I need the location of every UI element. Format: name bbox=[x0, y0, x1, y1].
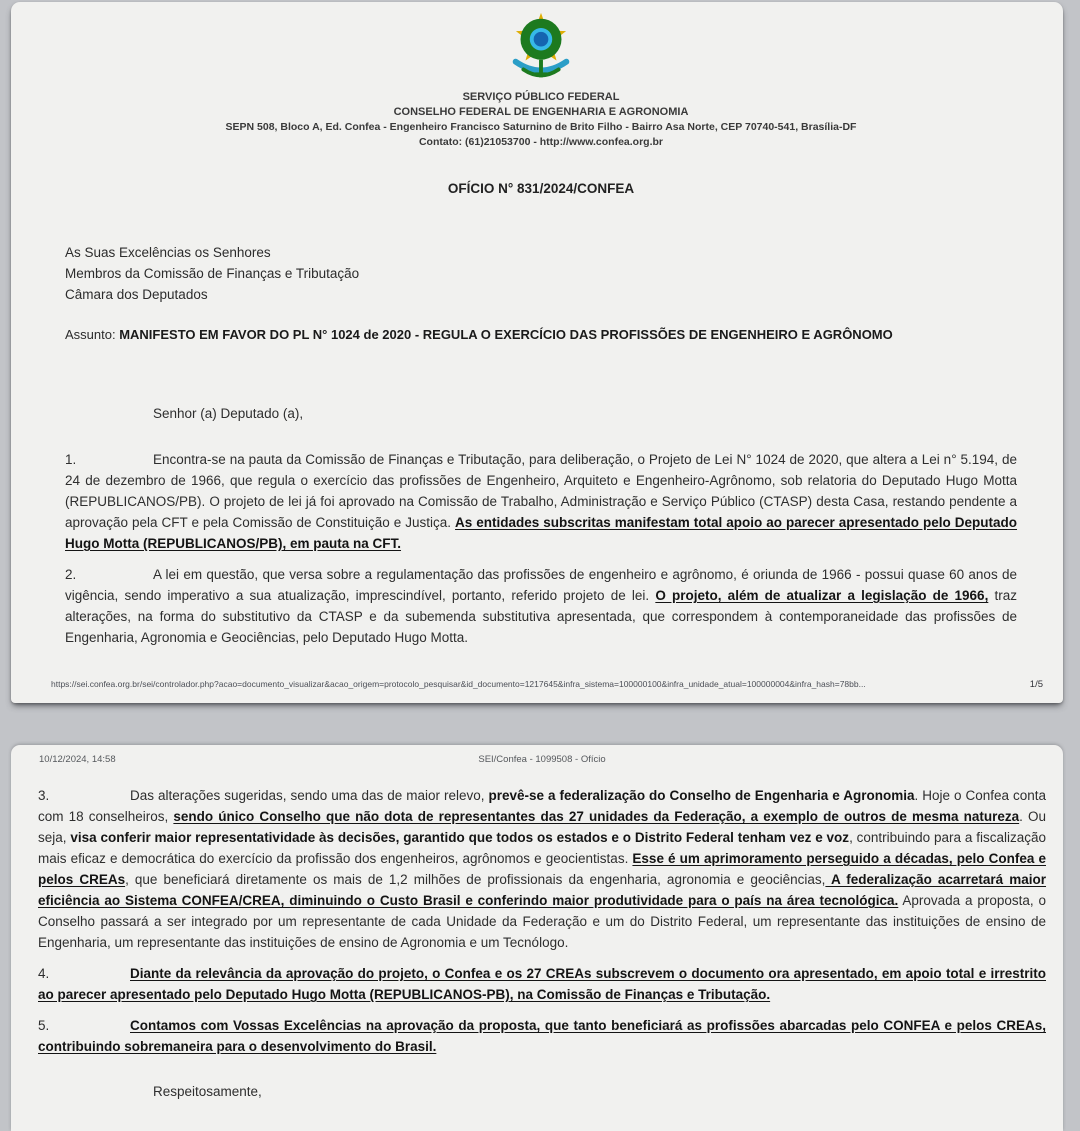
page-1-footer bbox=[51, 679, 1043, 690]
text-segment: , que beneficiará diretamente os mais de 1,2 milhões de profissionais da engenharia, agronomia e geociências, bbox=[125, 872, 826, 887]
text-segment: Aprovada a proposta, o Conselho passará a ser integrado por um representante de cada Unidade da Federação e um do Distrito Federal, um representante das instituições de ensino de Engenharia, um representante das instituições de ensino de Agronomia e um Tecnólogo. bbox=[38, 893, 1046, 950]
text-segment: . Ou seja, bbox=[38, 809, 1046, 845]
paragraph-1-number: 1. bbox=[65, 452, 77, 467]
paragraph-2-text bbox=[65, 567, 1017, 645]
page-2-content bbox=[11, 745, 1063, 1099]
org-service-line: SERVIÇO PÚBLICO FEDERAL bbox=[462, 91, 620, 103]
addressee-block bbox=[65, 242, 1017, 305]
addressee-line-3: Câmara dos Deputados bbox=[65, 287, 208, 302]
text-segment: prevê-se a federalização do Conselho de Engenharia e Agronomia bbox=[488, 788, 915, 803]
text-segment: A lei em questão, que versa sobre a regulamentação das profissões de engenheiro e agrônomo, é oriunda de 1966 - possui quase 60 anos de vigência, sendo imperativo a sua atualização, imprescindível, portanto, referido projeto de lei. bbox=[65, 567, 1017, 603]
text-segment: sendo único Conselho que não dota de representantes das 27 unidades da Federação, a exemplo de outros de mesma natureza bbox=[173, 809, 1020, 824]
text-segment: visa conferir maior representatividade às decisões, garantido que todos os estados e o Distrito Federal tenham vez e voz bbox=[70, 830, 850, 845]
text-segment: O projeto, além de atualizar a legislação de 1966, bbox=[655, 588, 989, 603]
paragraph-5-text bbox=[38, 1018, 1046, 1054]
text-segment: traz alterações, na forma do substitutivo da CTASP e da subemenda substitutiva apresentada, que correspondem à contemporaneidade das profissões de Engenharia, Agronomia e Geociências, pelo Deputado Hugo Motta. bbox=[65, 588, 1018, 645]
text-segment: Esse é um aprimoramento perseguido a décadas, pelo Confea e pelos CREAs bbox=[38, 851, 1046, 887]
paragraph-2 bbox=[65, 564, 1017, 648]
brazil-coat-of-arms-logo bbox=[65, 2, 1017, 89]
text-segment: As entidades subscritas manifestam total apoio ao parecer apresentado pelo Deputado Hugo Motta (REPUBLICANOS/PB), em pauta na CFT. bbox=[65, 515, 1018, 551]
paragraph-1-text bbox=[65, 452, 1017, 551]
text-segment: Diante da relevância da aprovação do projeto, o Confea e os 27 CREAs subscrevem o documento ora apresentado, em apoio total e irrestrito ao parecer apresentado pelo Deputado Hugo Motta (REPUBLICANOS-PB), na Comissão de Finanças e Tributação. bbox=[38, 966, 1046, 1002]
page-1-content bbox=[11, 2, 1063, 648]
page-number: 1/5 bbox=[1029, 679, 1043, 690]
text-segment: Das alterações sugeridas, sendo uma das de maior relevo, bbox=[130, 788, 489, 803]
document-title: OFÍCIO N° 831/2024/CONFEA bbox=[447, 181, 635, 196]
text-segment: , contribuindo para a fiscalização mais eficaz e democrática do exercício da profissão dos engenheiros, agrônomos e geocientistas. bbox=[38, 830, 1046, 866]
header-datetime: 10/12/2024, 14:58 bbox=[39, 754, 116, 765]
paragraph-3-text bbox=[38, 788, 1046, 950]
closing-salutation: Respeitosamente, bbox=[153, 1084, 262, 1099]
org-address-line: SEPN 508, Bloco A, Ed. Confea - Engenheiro Francisco Saturnino de Brito Filho - Bairro Asa Norte, CEP 70740-541, Brasília-DF bbox=[225, 121, 857, 133]
page-2-header bbox=[38, 745, 1046, 768]
globe-inner bbox=[534, 32, 549, 47]
addressee-line-2: Membros da Comissão de Finanças e Tributação bbox=[65, 266, 360, 281]
paragraph-5 bbox=[38, 1015, 1046, 1057]
org-name-line: CONSELHO FEDERAL DE ENGENHARIA E AGRONOMIA bbox=[393, 106, 689, 118]
footer-url: https://sei.confea.org.br/sei/controlador.php?acao=documento_visualizar&acao_origem=protocolo_pesquisar&id_documento=1217645&infra_sistema=100000100&infra_unidade_atual=100000004&infra_hash=78bb... bbox=[51, 679, 866, 689]
text-segment: A federalização acarretará maior eficiência ao Sistema CONFEA/CREA, diminuindo o Custo Brasil e conferindo maior produtividade para o país na área tecnológica. bbox=[38, 872, 1047, 908]
text-segment: Contamos com Vossas Excelências na aprovação da proposta, que tanto beneficiará as profissões abarcadas pelo CONFEA e pelos CREAs, contribuindo sobremaneira para o desenvolvimento do Brasil. bbox=[38, 1018, 1046, 1054]
paragraph-1 bbox=[65, 449, 1017, 554]
subject-line bbox=[65, 327, 1017, 342]
salutation: Senhor (a) Deputado (a), bbox=[153, 406, 304, 421]
paragraph-3-number: 3. bbox=[38, 788, 50, 803]
paragraph-4-number: 4. bbox=[38, 966, 50, 981]
page-2 bbox=[11, 745, 1063, 1131]
paragraph-3 bbox=[38, 785, 1046, 953]
text-segment: Encontra-se na pauta da Comissão de Finanças e Tributação, para deliberação, o Projeto de Lei N° 1024 de 2020, que altera a Lei n° 5.194, de 24 de dezembro de 1966, que regula o exercício das profissões de Engenheiro, Arquiteto e Engenheiro-Agrônomo, sob relatoria do Deputado Hugo Motta (REPUBLICANOS/PB). O projeto de lei já foi aprovado na Comissão de Trabalho, Administração e Serviço Público (CTASP) desta Casa, restando pendente a aprovação pela CFT e pela Comissão de Constituição e Justiça. bbox=[65, 452, 1017, 530]
header-document-ref: SEI/Confea - 1099508 - Ofício bbox=[478, 754, 606, 765]
paragraph-4-text bbox=[38, 966, 1046, 1002]
org-header bbox=[65, 90, 1017, 150]
subject-label: Assunto: bbox=[65, 327, 120, 342]
paragraph-5-number: 5. bbox=[38, 1018, 50, 1033]
sword-guard bbox=[535, 72, 547, 75]
text-segment: . Hoje o Confea conta com 18 conselheiros, bbox=[38, 788, 1046, 824]
paragraph-2-number: 2. bbox=[65, 567, 77, 582]
coat-of-arms-svg bbox=[501, 7, 581, 89]
subject-text: MANIFESTO EM FAVOR DO PL N° 1024 de 2020 - REGULA O EXERCÍCIO DAS PROFISSÕES DE ENGENHEIRO E AGRÔNOMO bbox=[119, 327, 893, 342]
org-contact-line: Contato: (61)21053700 - http://www.confea.org.br bbox=[418, 136, 664, 148]
page-1 bbox=[11, 2, 1063, 703]
paragraph-4 bbox=[38, 963, 1046, 1005]
addressee-line-1: As Suas Excelências os Senhores bbox=[65, 245, 271, 260]
